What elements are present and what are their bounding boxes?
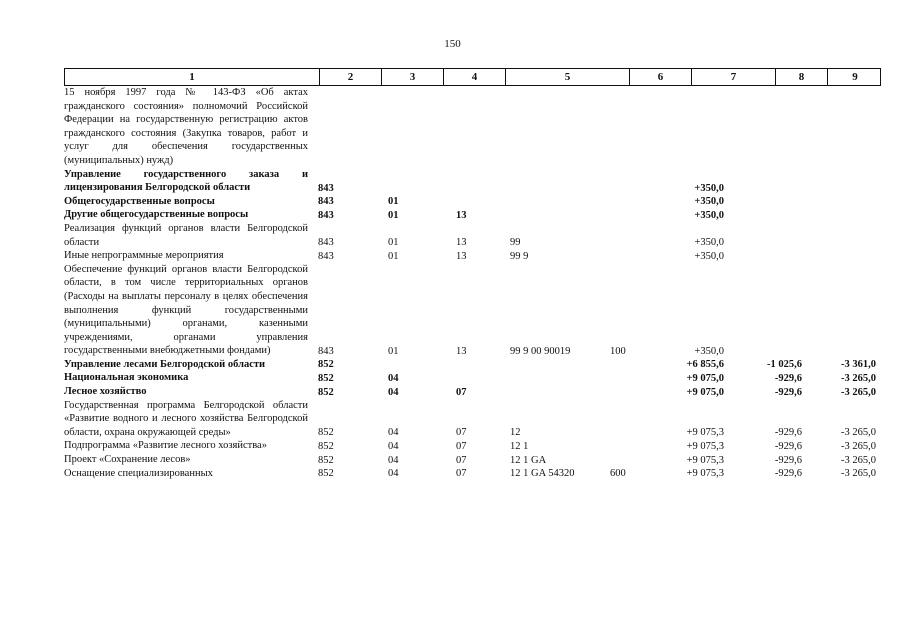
cell-c2: 843 (318, 237, 334, 249)
cell-c7: +350,0 (694, 196, 724, 208)
cell-c5: 12 (510, 427, 521, 439)
header-col-1: 1 (189, 71, 195, 83)
cell-c3: 04 (388, 386, 399, 398)
cell-c4: 13 (456, 250, 467, 262)
cell-c7: +350,0 (694, 237, 724, 249)
header-col-9: 9 (827, 69, 882, 85)
cell-c8: -929,6 (774, 427, 802, 439)
cell-c5: 99 (510, 237, 521, 249)
cell-c4: 13 (456, 237, 467, 249)
row-name: Обеспечение функций органов власти Белгородской области, в том числе территориальных органов (Расходы на выплаты персоналу в целях обеспечения выполнения функций государственными (муниципальными) органами, казенными учреждениями, органами управления государственными внебюджетными фондами) (64, 263, 308, 357)
table-body (64, 86, 881, 480)
row-name: Другие общегосударственные вопросы (64, 209, 249, 221)
cell-c9: -3 265,0 (841, 468, 876, 480)
cell-c7: +9 075,0 (686, 386, 724, 398)
table-row (64, 249, 881, 263)
cell-c7: +6 855,6 (686, 359, 724, 371)
cell-c3: 04 (388, 454, 399, 466)
table-row (64, 222, 881, 249)
table-row (64, 439, 881, 453)
cell-c9: -3 265,0 (841, 373, 876, 385)
cell-c3: 04 (388, 441, 399, 453)
table-row (64, 208, 881, 222)
cell-c3: 01 (388, 209, 399, 221)
cell-c7: +9 075,3 (686, 441, 724, 453)
table-row (64, 263, 881, 358)
cell-c4: 07 (456, 386, 467, 398)
cell-c7: +350,0 (694, 209, 724, 221)
cell-c6: 100 (610, 345, 626, 357)
table-row (64, 86, 881, 168)
row-name: Иные непрограммные мероприятия (64, 250, 224, 262)
cell-c9: -3 265,0 (841, 386, 876, 398)
table-row (64, 358, 881, 372)
cell-c6: 600 (610, 468, 626, 480)
cell-c2: 852 (318, 441, 334, 453)
header-col-8: 8 (775, 69, 827, 85)
cell-c7: +350,0 (694, 345, 724, 357)
cell-c2: 852 (318, 454, 334, 466)
cell-c2: 852 (318, 427, 334, 439)
table-row (64, 399, 881, 440)
budget-table (64, 68, 881, 480)
cell-c9: -3 265,0 (841, 441, 876, 453)
table-row (64, 453, 881, 467)
row-name: Управление лесами Белгородской области (64, 358, 266, 370)
header-col-2: 2 (319, 69, 381, 85)
cell-c2: 852 (318, 386, 334, 398)
row-name: 15 ноября 1997 года № 143-ФЗ «Об актах гражданского состояния» полномочий Российской Федерации на государственную регистрацию актов гражданского состояния (Закупка товаров, работ и услуг для обеспечения государственных (муниципальных) нужд) (64, 87, 308, 166)
table-row (64, 168, 881, 195)
row-name: Лесное хозяйство (64, 386, 147, 398)
row-name: Проект «Сохранение лесов» (64, 454, 191, 466)
cell-c8: -929,6 (774, 454, 802, 466)
cell-c9: -3 265,0 (841, 427, 876, 439)
cell-c2: 852 (318, 468, 334, 480)
cell-c7: +350,0 (694, 250, 724, 262)
header-col-6: 6 (629, 69, 691, 85)
cell-c2: 843 (318, 196, 334, 208)
cell-c5: 12 1 (510, 441, 529, 453)
table-row (64, 195, 881, 209)
cell-c2: 843 (318, 209, 334, 221)
cell-c9: -3 265,0 (841, 454, 876, 466)
header-col-5: 5 (505, 69, 629, 85)
cell-c5: 99 9 00 90019 (510, 345, 571, 357)
row-name: Общегосударственные вопросы (64, 195, 215, 207)
cell-c2: 843 (318, 250, 334, 262)
cell-c9: -3 361,0 (841, 359, 876, 371)
cell-c3: 04 (388, 373, 399, 385)
cell-c7: +9 075,3 (686, 454, 724, 466)
cell-c7: +9 075,3 (686, 468, 724, 480)
row-name: Подпрограмма «Развитие лесного хозяйства» (64, 440, 267, 452)
cell-c2: 843 (318, 345, 334, 357)
cell-c4: 07 (456, 454, 467, 466)
cell-c4: 07 (456, 441, 467, 453)
header-col-3: 3 (381, 69, 443, 85)
cell-c7: +350,0 (694, 182, 724, 194)
table-row (64, 371, 881, 385)
cell-c8: -929,6 (774, 468, 802, 480)
cell-c5: 99 9 (510, 250, 529, 262)
cell-c8: -1 025,6 (767, 359, 802, 371)
cell-c2: 852 (318, 373, 334, 385)
cell-c7: +9 075,3 (686, 427, 724, 439)
cell-c8: -929,6 (774, 386, 802, 398)
row-name: Оснащение специализированных (64, 467, 213, 479)
cell-c4: 13 (456, 345, 467, 357)
table-row (64, 385, 881, 399)
cell-c8: -929,6 (774, 441, 802, 453)
cell-c3: 04 (388, 468, 399, 480)
page-number: 150 (444, 38, 461, 50)
cell-c3: 01 (388, 250, 399, 262)
table-row (64, 467, 881, 481)
cell-c4: 07 (456, 468, 467, 480)
cell-c4: 07 (456, 427, 467, 439)
header-col-4: 4 (443, 69, 505, 85)
cell-c3: 04 (388, 427, 399, 439)
header-col-7: 7 (691, 69, 775, 85)
row-name: Реализация функций органов власти Белгородской области (64, 222, 308, 248)
cell-c3: 01 (388, 345, 399, 357)
cell-c2: 852 (318, 359, 334, 371)
cell-c4: 13 (456, 209, 467, 221)
row-name: Национальная экономика (64, 372, 189, 384)
cell-c5: 12 1 GA 54320 (510, 468, 575, 480)
cell-c5: 12 1 GA (510, 454, 547, 466)
table-header (64, 68, 881, 86)
cell-c8: -929,6 (774, 373, 802, 385)
cell-c3: 01 (388, 237, 399, 249)
cell-c2: 843 (318, 182, 334, 194)
row-name: Государственная программа Белгородской области «Развитие водного и лесного хозяйства Белгородской области, охрана окружающей среды» (64, 399, 308, 438)
row-name: Управление государственного заказа и лицензирования Белгородской области (64, 168, 308, 194)
cell-c7: +9 075,0 (686, 373, 724, 385)
cell-c3: 01 (388, 196, 399, 208)
